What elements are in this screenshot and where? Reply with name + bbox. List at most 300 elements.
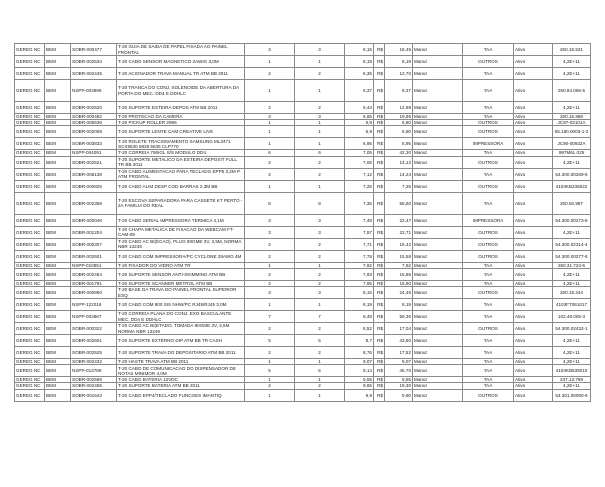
- total-cell: 22,47: [385, 214, 413, 226]
- total-cell: 59,36: [385, 311, 413, 323]
- total-cell: 19,95: [385, 114, 413, 120]
- part-number-cell: 54.301.00090-6: [553, 389, 591, 401]
- code-cell: SOBR-002521: [71, 156, 117, 168]
- qty-a-cell: 2: [245, 383, 295, 389]
- spreadsheet-table: [14, 43, 590, 402]
- code-cell: SOBR-002454: [71, 268, 117, 280]
- qty-b-cell: 2: [295, 168, 345, 180]
- table-row: [15, 268, 591, 280]
- table-row: [15, 238, 591, 250]
- description-cell: T-20 CORREIA 786IGL S/S MODULO DD4: [117, 150, 245, 156]
- description-cell: T-20 CABO COM 800 SIS NHW/PC RJ45/RJ45 3,0M: [117, 299, 245, 311]
- status-cell: Ativo: [514, 389, 553, 401]
- total-cell: 14,12: [385, 156, 413, 168]
- qty-b-cell: 1: [295, 120, 345, 126]
- category-cell: Manut: [413, 56, 463, 68]
- status-cell: Ativo: [514, 250, 553, 262]
- unit-price-cell: 7,93: [345, 268, 374, 280]
- status-cell: Ativo: [514, 114, 553, 120]
- description-cell: T-20 ACIONADOR TRAVA MANUAL TR ATM BB 2011: [117, 68, 245, 80]
- region-cell: GEREG NC: [15, 138, 45, 150]
- currency-cell: R$: [374, 150, 385, 156]
- code-cell: SOBR-003833: [71, 138, 117, 150]
- category-cell: Manut: [413, 268, 463, 280]
- description-cell: T-20 CABO DE COMUNICACAO DO DISPENSADOR DE NOTAS MINIMOR 4,0M: [117, 365, 245, 377]
- qty-a-cell: 2: [245, 102, 295, 114]
- description-cell: T-20 PROTECAO DA CAMERA: [117, 114, 245, 120]
- qty-a-cell: 1: [245, 126, 295, 138]
- table-row: [15, 299, 591, 311]
- qty-b-cell: 2: [295, 68, 345, 80]
- category-cell: Manut: [413, 383, 463, 389]
- group-cell: OUTROS: [463, 180, 514, 192]
- part-number-cell: 4,2E+11: [553, 102, 591, 114]
- code-cell: SOBR-001643: [71, 389, 117, 401]
- unit-price-cell: 6,95: [345, 138, 374, 150]
- type-cell: BEM: [45, 299, 71, 311]
- type-cell: BEM: [45, 287, 71, 299]
- qty-a-cell: 1: [245, 138, 295, 150]
- part-number-cell: 4,2E+11: [553, 335, 591, 347]
- qty-b-cell: 1: [295, 359, 345, 365]
- qty-a-cell: 7: [245, 311, 295, 323]
- description-cell: T-20 PICKUP ROLLER 2996: [117, 120, 245, 126]
- category-cell: Manut: [413, 311, 463, 323]
- status-cell: Ativo: [514, 102, 553, 114]
- category-cell: Manut: [413, 68, 463, 80]
- part-number-cell: 260.15.244: [553, 287, 591, 299]
- group-cell: TAA: [463, 335, 514, 347]
- category-cell: Manut: [413, 156, 463, 168]
- region-cell: GEREG NC: [15, 238, 45, 250]
- category-cell: Manut: [413, 226, 463, 238]
- unit-price-cell: 7,92: [345, 262, 374, 268]
- group-cell: TAA: [463, 168, 514, 180]
- qty-a-cell: 3: [245, 226, 295, 238]
- type-cell: BEM: [45, 44, 71, 56]
- currency-cell: R$: [374, 68, 385, 80]
- code-cell: SOBR-000322: [71, 323, 117, 335]
- qty-a-cell: 1: [245, 377, 295, 383]
- type-cell: BEM: [45, 238, 71, 250]
- group-cell: OUTROS: [463, 126, 514, 138]
- category-cell: Manut: [413, 280, 463, 286]
- unit-price-cell: 7,35: [345, 192, 374, 214]
- status-cell: Ativo: [514, 287, 553, 299]
- code-cell: NSPP-010851: [71, 262, 117, 268]
- category-cell: Manut: [413, 180, 463, 192]
- status-cell: Ativo: [514, 80, 553, 102]
- qty-a-cell: 2: [245, 168, 295, 180]
- description-cell: T-20 FIXADOR DO VIDRO ATM TR: [117, 262, 245, 268]
- total-cell: 19,30: [385, 383, 413, 389]
- qty-a-cell: 2: [245, 250, 295, 262]
- part-number-cell: 54.300.00277-6: [553, 250, 591, 262]
- region-cell: GEREG NC: [15, 383, 45, 389]
- type-cell: BEM: [45, 120, 71, 126]
- region-cell: GEREG NC: [15, 150, 45, 156]
- part-number-cell: 260.31.724-5: [553, 262, 591, 268]
- total-cell: 7,25: [385, 180, 413, 192]
- total-cell: 17,52: [385, 347, 413, 359]
- region-cell: GEREG NC: [15, 226, 45, 238]
- part-number-cell: 260.15.988: [553, 114, 591, 120]
- region-cell: GEREG NC: [15, 250, 45, 262]
- region-cell: GEREG NC: [15, 299, 45, 311]
- table-row: [15, 192, 591, 214]
- description-cell: T-20 SUPORTE SCANNER METROL ATM BB: [117, 280, 245, 286]
- qty-b-cell: 2: [295, 268, 345, 280]
- type-cell: BEM: [45, 383, 71, 389]
- currency-cell: R$: [374, 299, 385, 311]
- category-cell: Manut: [413, 80, 463, 102]
- description-cell: T-20 CABO COM IMPRESSORA/PC CYCLONE 28AWG 4M: [117, 250, 245, 262]
- region-cell: GEREG NC: [15, 120, 45, 126]
- total-cell: 14,24: [385, 168, 413, 180]
- total-cell: 6,19: [385, 56, 413, 68]
- status-cell: Ativo: [514, 156, 553, 168]
- group-cell: TAA: [463, 150, 514, 156]
- region-cell: GEREG NC: [15, 126, 45, 138]
- qty-b-cell: 2: [295, 347, 345, 359]
- region-cell: GEREG NC: [15, 359, 45, 365]
- part-number-cell: 237.13.769: [553, 377, 591, 383]
- qty-a-cell: 2: [245, 68, 295, 80]
- status-cell: Ativo: [514, 150, 553, 156]
- table-row: [15, 323, 591, 335]
- code-cell: SOBR-006138: [71, 168, 117, 180]
- description-cell: T-20 SUPORTE EXTERNO DIP ATM BB TR CASH: [117, 335, 245, 347]
- qty-a-cell: 5: [245, 335, 295, 347]
- unit-price-cell: 6,37: [345, 80, 374, 102]
- category-cell: Manut: [413, 168, 463, 180]
- qty-b-cell: 2: [295, 250, 345, 262]
- table-row: [15, 389, 591, 401]
- qty-b-cell: 1: [295, 56, 345, 68]
- total-cell: 42,30: [385, 150, 413, 156]
- qty-b-cell: 1: [295, 377, 345, 383]
- total-cell: 15,90: [385, 280, 413, 286]
- description-cell: T-20 CABO ALIM DESP COD BARRAS 2,3M BB: [117, 180, 245, 192]
- region-cell: GEREG NC: [15, 377, 45, 383]
- qty-a-cell: 2: [245, 156, 295, 168]
- description-cell: T-20 HASTE TRAVA ATM BB 2011: [117, 359, 245, 365]
- total-cell: 8,19: [385, 299, 413, 311]
- status-cell: Ativo: [514, 359, 553, 365]
- qty-a-cell: 3: [245, 214, 295, 226]
- qty-a-cell: 2: [245, 280, 295, 286]
- qty-a-cell: 1: [245, 180, 295, 192]
- type-cell: BEM: [45, 150, 71, 156]
- part-number-cell: 4103KB236622: [553, 180, 591, 192]
- category-cell: Manut: [413, 365, 463, 377]
- type-cell: BEM: [45, 377, 71, 383]
- part-number-cell: 4103FT061017: [553, 299, 591, 311]
- part-number-cell: 54.300.00273-8: [553, 214, 591, 226]
- category-cell: Manut: [413, 323, 463, 335]
- part-number-cell: 4,2E+11: [553, 383, 591, 389]
- category-cell: Manut: [413, 262, 463, 268]
- code-cell: SOBR-002601: [71, 250, 117, 262]
- code-cell: SOBR-000825: [71, 180, 117, 192]
- qty-b-cell: 5: [295, 335, 345, 347]
- category-cell: Manut: [413, 287, 463, 299]
- qty-b-cell: 1: [295, 262, 345, 268]
- status-cell: Ativo: [514, 238, 553, 250]
- type-cell: BEM: [45, 347, 71, 359]
- category-cell: Manut: [413, 238, 463, 250]
- type-cell: BEM: [45, 80, 71, 102]
- table-row: [15, 80, 591, 102]
- status-cell: Ativo: [514, 126, 553, 138]
- unit-price-cell: 8,19: [345, 299, 374, 311]
- code-cell: SOBR-000048: [71, 214, 117, 226]
- type-cell: BEM: [45, 68, 71, 80]
- category-cell: Manut: [413, 114, 463, 120]
- currency-cell: R$: [374, 156, 385, 168]
- total-cell: 15,42: [385, 238, 413, 250]
- unit-price-cell: 7,71: [345, 238, 374, 250]
- region-cell: GEREG NC: [15, 192, 45, 214]
- category-cell: Manut: [413, 120, 463, 126]
- region-cell: GEREG NC: [15, 102, 45, 114]
- group-cell: TAA: [463, 102, 514, 114]
- type-cell: BEM: [45, 323, 71, 335]
- type-cell: BEM: [45, 214, 71, 226]
- status-cell: Ativo: [514, 44, 553, 56]
- region-cell: GEREG NC: [15, 156, 45, 168]
- group-cell: TAA: [463, 114, 514, 120]
- currency-cell: R$: [374, 383, 385, 389]
- status-cell: Ativo: [514, 180, 553, 192]
- group-cell: TAA: [463, 280, 514, 286]
- status-cell: Ativo: [514, 335, 553, 347]
- qty-b-cell: 2: [295, 323, 345, 335]
- total-cell: 17,04: [385, 323, 413, 335]
- total-cell: 15,86: [385, 268, 413, 280]
- unit-price-cell: 9,55: [345, 377, 374, 383]
- qty-a-cell: 3: [245, 287, 295, 299]
- type-cell: BEM: [45, 114, 71, 120]
- description-cell: T-20 ESCOVA SEPARADORA PARA CASSETE KT PERTO - 2A FAMILIA DO REAL: [117, 192, 245, 214]
- currency-cell: R$: [374, 44, 385, 56]
- region-cell: GEREG NC: [15, 68, 45, 80]
- currency-cell: R$: [374, 262, 385, 268]
- region-cell: GEREG NC: [15, 168, 45, 180]
- qty-b-cell: 2: [295, 156, 345, 168]
- total-cell: 43,50: [385, 335, 413, 347]
- qty-b-cell: 2: [295, 238, 345, 250]
- group-cell: OUTROS: [463, 238, 514, 250]
- currency-cell: R$: [374, 238, 385, 250]
- currency-cell: R$: [374, 335, 385, 347]
- description-cell: T-20 SUPORTE SENSOR ANTI-SKIMMING ATM BB: [117, 268, 245, 280]
- code-cell: SOBR-000477: [71, 44, 117, 56]
- group-cell: TAA: [463, 377, 514, 383]
- qty-b-cell: 1: [295, 138, 345, 150]
- type-cell: BEM: [45, 56, 71, 68]
- qty-a-cell: 1: [245, 262, 295, 268]
- status-cell: Ativo: [514, 299, 553, 311]
- currency-cell: R$: [374, 365, 385, 377]
- qty-b-cell: 6: [295, 150, 345, 156]
- category-cell: Manut: [413, 335, 463, 347]
- region-cell: GEREG NC: [15, 268, 45, 280]
- group-cell: TAA: [463, 359, 514, 365]
- description-cell: T-20 CABO SENSOR MAGNETICO 2AWIG 3,0M: [117, 56, 245, 68]
- category-cell: Manut: [413, 389, 463, 401]
- code-cell: NSPP-013789: [71, 365, 117, 377]
- part-number-cell: 4,2E+11: [553, 68, 591, 80]
- table-row: [15, 214, 591, 226]
- table-row: [15, 102, 591, 114]
- group-cell: TAA: [463, 365, 514, 377]
- status-cell: Ativo: [514, 383, 553, 389]
- unit-price-cell: 6,65: [345, 114, 374, 120]
- currency-cell: R$: [374, 80, 385, 102]
- status-cell: Ativo: [514, 68, 553, 80]
- part-number-cell: 4,2E+11: [553, 156, 591, 168]
- qty-a-cell: 1: [245, 389, 295, 401]
- part-number-cell: 4,2E+11: [553, 347, 591, 359]
- category-cell: Manut: [413, 250, 463, 262]
- table-row: [15, 138, 591, 150]
- table-row: [15, 335, 591, 347]
- qty-b-cell: 3: [295, 287, 345, 299]
- category-cell: Manut: [413, 299, 463, 311]
- unit-price-cell: 9,9: [345, 389, 374, 401]
- qty-a-cell: 3: [245, 114, 295, 120]
- group-cell: TAA: [463, 311, 514, 323]
- code-cell: SOBR-001791: [71, 280, 117, 286]
- region-cell: GEREG NC: [15, 114, 45, 120]
- qty-a-cell: 1: [245, 120, 295, 126]
- description-cell: T-20 SUPORTE TRAVA DO DEPOSITARIO ATM BB 2011: [117, 347, 245, 359]
- table-row: [15, 250, 591, 262]
- currency-cell: R$: [374, 214, 385, 226]
- group-cell: TAA: [463, 80, 514, 102]
- currency-cell: R$: [374, 389, 385, 401]
- group-cell: OUTROS: [463, 389, 514, 401]
- qty-b-cell: 3: [295, 114, 345, 120]
- category-cell: Manut: [413, 359, 463, 365]
- unit-price-cell: 8,52: [345, 323, 374, 335]
- part-number-cell: 54.300.00269-6: [553, 168, 591, 180]
- region-cell: GEREG NC: [15, 262, 45, 268]
- description-cell: T-20 SUPORTE BATERIA ATM BB 2011: [117, 383, 245, 389]
- total-cell: 6,37: [385, 80, 413, 102]
- description-cell: T-20 BASE DA TRAVA DO PAINEL FRONTAL SUPERIOR ESQ: [117, 287, 245, 299]
- qty-b-cell: 8: [295, 192, 345, 214]
- type-cell: BEM: [45, 156, 71, 168]
- unit-price-cell: 7,57: [345, 226, 374, 238]
- category-cell: Manut: [413, 150, 463, 156]
- unit-price-cell: 8,48: [345, 311, 374, 323]
- qty-a-cell: 1: [245, 80, 295, 102]
- qty-a-cell: 2: [245, 238, 295, 250]
- category-cell: Manut: [413, 377, 463, 383]
- currency-cell: R$: [374, 347, 385, 359]
- part-number-cell: 102.49.005-3: [553, 311, 591, 323]
- type-cell: BEM: [45, 180, 71, 192]
- currency-cell: R$: [374, 138, 385, 150]
- description-cell: T-20 CABO ALIMENTACAO PARA TECLADO EPP5 3,2M P ATM FRONTAL: [117, 168, 245, 180]
- status-cell: Ativo: [514, 226, 553, 238]
- unit-price-cell: 8,15: [345, 287, 374, 299]
- code-cell: SOBR-002534: [71, 56, 117, 68]
- code-cell: SOBR-002455: [71, 383, 117, 389]
- status-cell: Ativo: [514, 280, 553, 286]
- part-number-cell: 54.300.02314-4: [553, 238, 591, 250]
- code-cell: NSPP-122016: [71, 299, 117, 311]
- qty-a-cell: 1: [245, 359, 295, 365]
- table-row: [15, 365, 591, 377]
- group-cell: TAA: [463, 268, 514, 280]
- status-cell: Ativo: [514, 168, 553, 180]
- currency-cell: R$: [374, 359, 385, 365]
- status-cell: Ativo: [514, 120, 553, 126]
- region-cell: GEREG NC: [15, 44, 45, 56]
- table-row: [15, 287, 591, 299]
- region-cell: GEREG NC: [15, 389, 45, 401]
- status-cell: Ativo: [514, 365, 553, 377]
- qty-b-cell: 5: [295, 365, 345, 377]
- part-number-cell: 54.300.02432-1: [553, 323, 591, 335]
- code-cell: SOBR-002445: [71, 68, 117, 80]
- unit-price-cell: 6,15: [345, 44, 374, 56]
- qty-b-cell: 3: [295, 214, 345, 226]
- total-cell: 58,80: [385, 192, 413, 214]
- type-cell: BEM: [45, 311, 71, 323]
- group-cell: OUTROS: [463, 323, 514, 335]
- total-cell: 24,45: [385, 287, 413, 299]
- description-cell: T-20 CABO BATERIA 12VDC: [117, 377, 245, 383]
- total-cell: 18,45: [385, 44, 413, 56]
- unit-price-cell: 6,44: [345, 102, 374, 114]
- qty-b-cell: 3: [295, 44, 345, 56]
- group-cell: TAA: [463, 262, 514, 268]
- currency-cell: R$: [374, 287, 385, 299]
- qty-b-cell: 2: [295, 383, 345, 389]
- type-cell: BEM: [45, 138, 71, 150]
- type-cell: BEM: [45, 335, 71, 347]
- group-cell: TAA: [463, 347, 514, 359]
- table-row: [15, 126, 591, 138]
- group-cell: OUTROS: [463, 120, 514, 126]
- code-cell: SOBR-002008: [71, 126, 117, 138]
- code-cell: NSPP-003899: [71, 80, 117, 102]
- unit-price-cell: 7,78: [345, 250, 374, 262]
- status-cell: Ativo: [514, 323, 553, 335]
- category-cell: Manut: [413, 126, 463, 138]
- group-cell: OUTROS: [463, 250, 514, 262]
- code-cell: SOBR-002601: [71, 335, 117, 347]
- description-cell: T-20 CABO AC BI(ECAO), PLUG 90GME 3V, 3,5M, NORMA NBR 13249: [117, 238, 245, 250]
- region-cell: GEREG NC: [15, 287, 45, 299]
- total-cell: 9,90: [385, 389, 413, 401]
- code-cell: SOBR-002520: [71, 102, 117, 114]
- part-number-cell: 4,2E+11: [553, 268, 591, 280]
- currency-cell: R$: [374, 226, 385, 238]
- type-cell: BEM: [45, 226, 71, 238]
- qty-b-cell: 1: [295, 299, 345, 311]
- group-cell: OUTROS: [463, 156, 514, 168]
- part-number-cell: 997M6L 025: [553, 150, 591, 156]
- type-cell: BEM: [45, 192, 71, 214]
- description-cell: T-20 GUIA DE SAIDA DE PAPEL FIXADA AO PAINEL FRONTAL: [117, 44, 245, 56]
- status-cell: Ativo: [514, 56, 553, 68]
- group-cell: TAA: [463, 299, 514, 311]
